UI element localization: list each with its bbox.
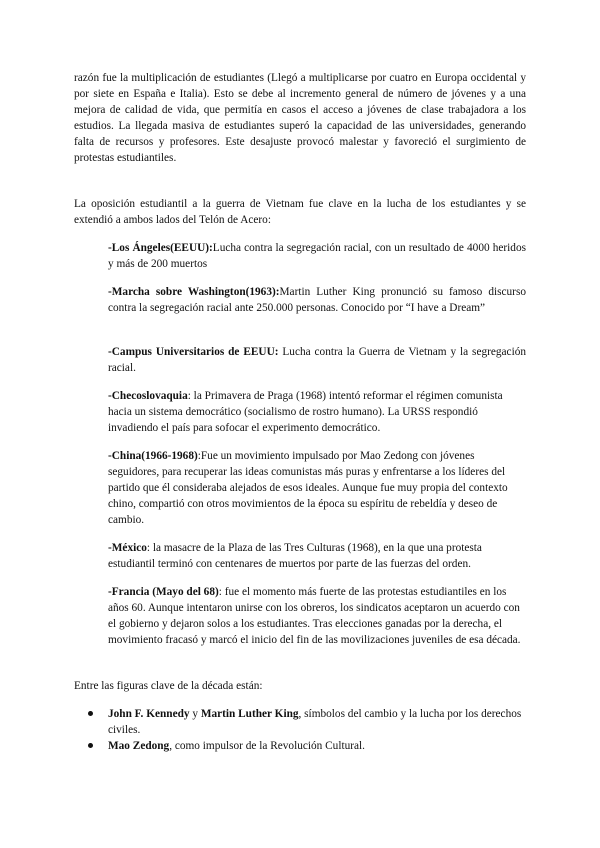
item-text: Lucha contra la Guerra de Vietnam y la segregación racial. — [108, 346, 526, 374]
item-los-angeles — [108, 240, 526, 272]
item-text: : la masacre de la Plaza de las Tres Culturas (1968), en la que una protesta estudiantil terminó con centenares de muertos por parte de las fuerzas del orden. — [108, 542, 482, 570]
figure-name: Mao Zedong — [108, 740, 170, 752]
list-item — [88, 738, 526, 754]
item-title: -Campus Universitarios de EEUU: — [108, 346, 279, 358]
figure-name: John F. Kennedy — [108, 708, 190, 720]
item-text: : la Primavera de Praga (1968) intentó reformar el régimen comunista hacia un sistema democrático (socialismo de rostro humano). La URSS respondió invadiendo el país para sofocar el experimento democrático. — [108, 390, 503, 434]
figures-intro: Entre las figuras clave de la década están: — [74, 680, 263, 692]
item-title: -Francia (Mayo del 68) — [108, 586, 219, 598]
item-marcha-washington — [108, 284, 526, 316]
item-title: -Los Ángeles(EEUU): — [108, 242, 213, 254]
bullet-icon — [88, 743, 93, 748]
list-item — [88, 706, 526, 738]
intro-paragraph: razón fue la multiplicación de estudiantes (Llegó a multiplicarse por cuatro en Europa occidental y por siete en España e Italia). Esto se debe al incremento general de número de jóvenes y a una mejora de calidad de vida, que permitía en casos el acceso a jóvenes de clase trabajadora a los estudios. La llegada masiva de estudiantes superó la capacidad de las universidades, generando falta de recursos y profesores. Este desajuste provocó malestar y favoreció el surgimiento de protestas estudiantiles. — [74, 72, 526, 164]
vietnam-paragraph: La oposición estudiantil a la guerra de Vietnam fue clave en la lucha de los estudiantes y se extendió a ambos lados del Telón de Acero: — [74, 198, 526, 226]
figure-text: , símbolos del cambio y la lucha por los derechos civiles. — [108, 708, 522, 736]
item-title: -México — [108, 542, 147, 554]
item-china — [108, 448, 526, 528]
figure-name: Martin Luther King — [200, 708, 299, 720]
item-checoslovaquia — [108, 388, 526, 436]
item-campus-eeuu — [108, 344, 526, 376]
item-title: -Marcha sobre Washington(1963): — [108, 286, 280, 298]
item-francia — [108, 584, 526, 648]
figure-text: , como impulsor de la Revolución Cultural. — [169, 740, 365, 752]
item-text: Lucha contra la segregación racial, con un resultado de 4000 heridos y más de 200 muertos — [108, 242, 526, 270]
item-text: : fue el momento más fuerte de las protestas estudiantiles en los años 60. Aunque intentaron unirse con los obreros, los sindicatos aceptaron un acuerdo con el gobierno y dejaron solos a los estudiantes. Tras elecciones ganadas por la derecha, el movimiento fracasó y marcó el inicio del fin de las movilizaciones juveniles de esa década. — [108, 586, 521, 646]
item-text: :Fue un movimiento impulsado por Mao Zedong con jóvenes seguidores, para recuperar las ideas comunistas más puras y enfrentarse a los líderes del partido que él consideraba alejados de esos ideales. Aunque fue muy propia del contexto chino, compartió con otros movimientos de la época su espíritu de rebeldía y deseo de cambio. — [108, 450, 508, 526]
connector-text: y — [189, 708, 201, 720]
item-title: -China(1966-1968) — [108, 450, 198, 462]
item-text: Martin Luther King pronunció su famoso discurso contra la segregación racial ante 250.000 personas. Conocido por “I have a Dream” — [108, 286, 526, 314]
bullet-icon — [88, 711, 93, 716]
item-mexico — [108, 540, 526, 572]
item-title: -Checoslovaquia — [108, 390, 188, 402]
figures-list — [88, 706, 526, 754]
